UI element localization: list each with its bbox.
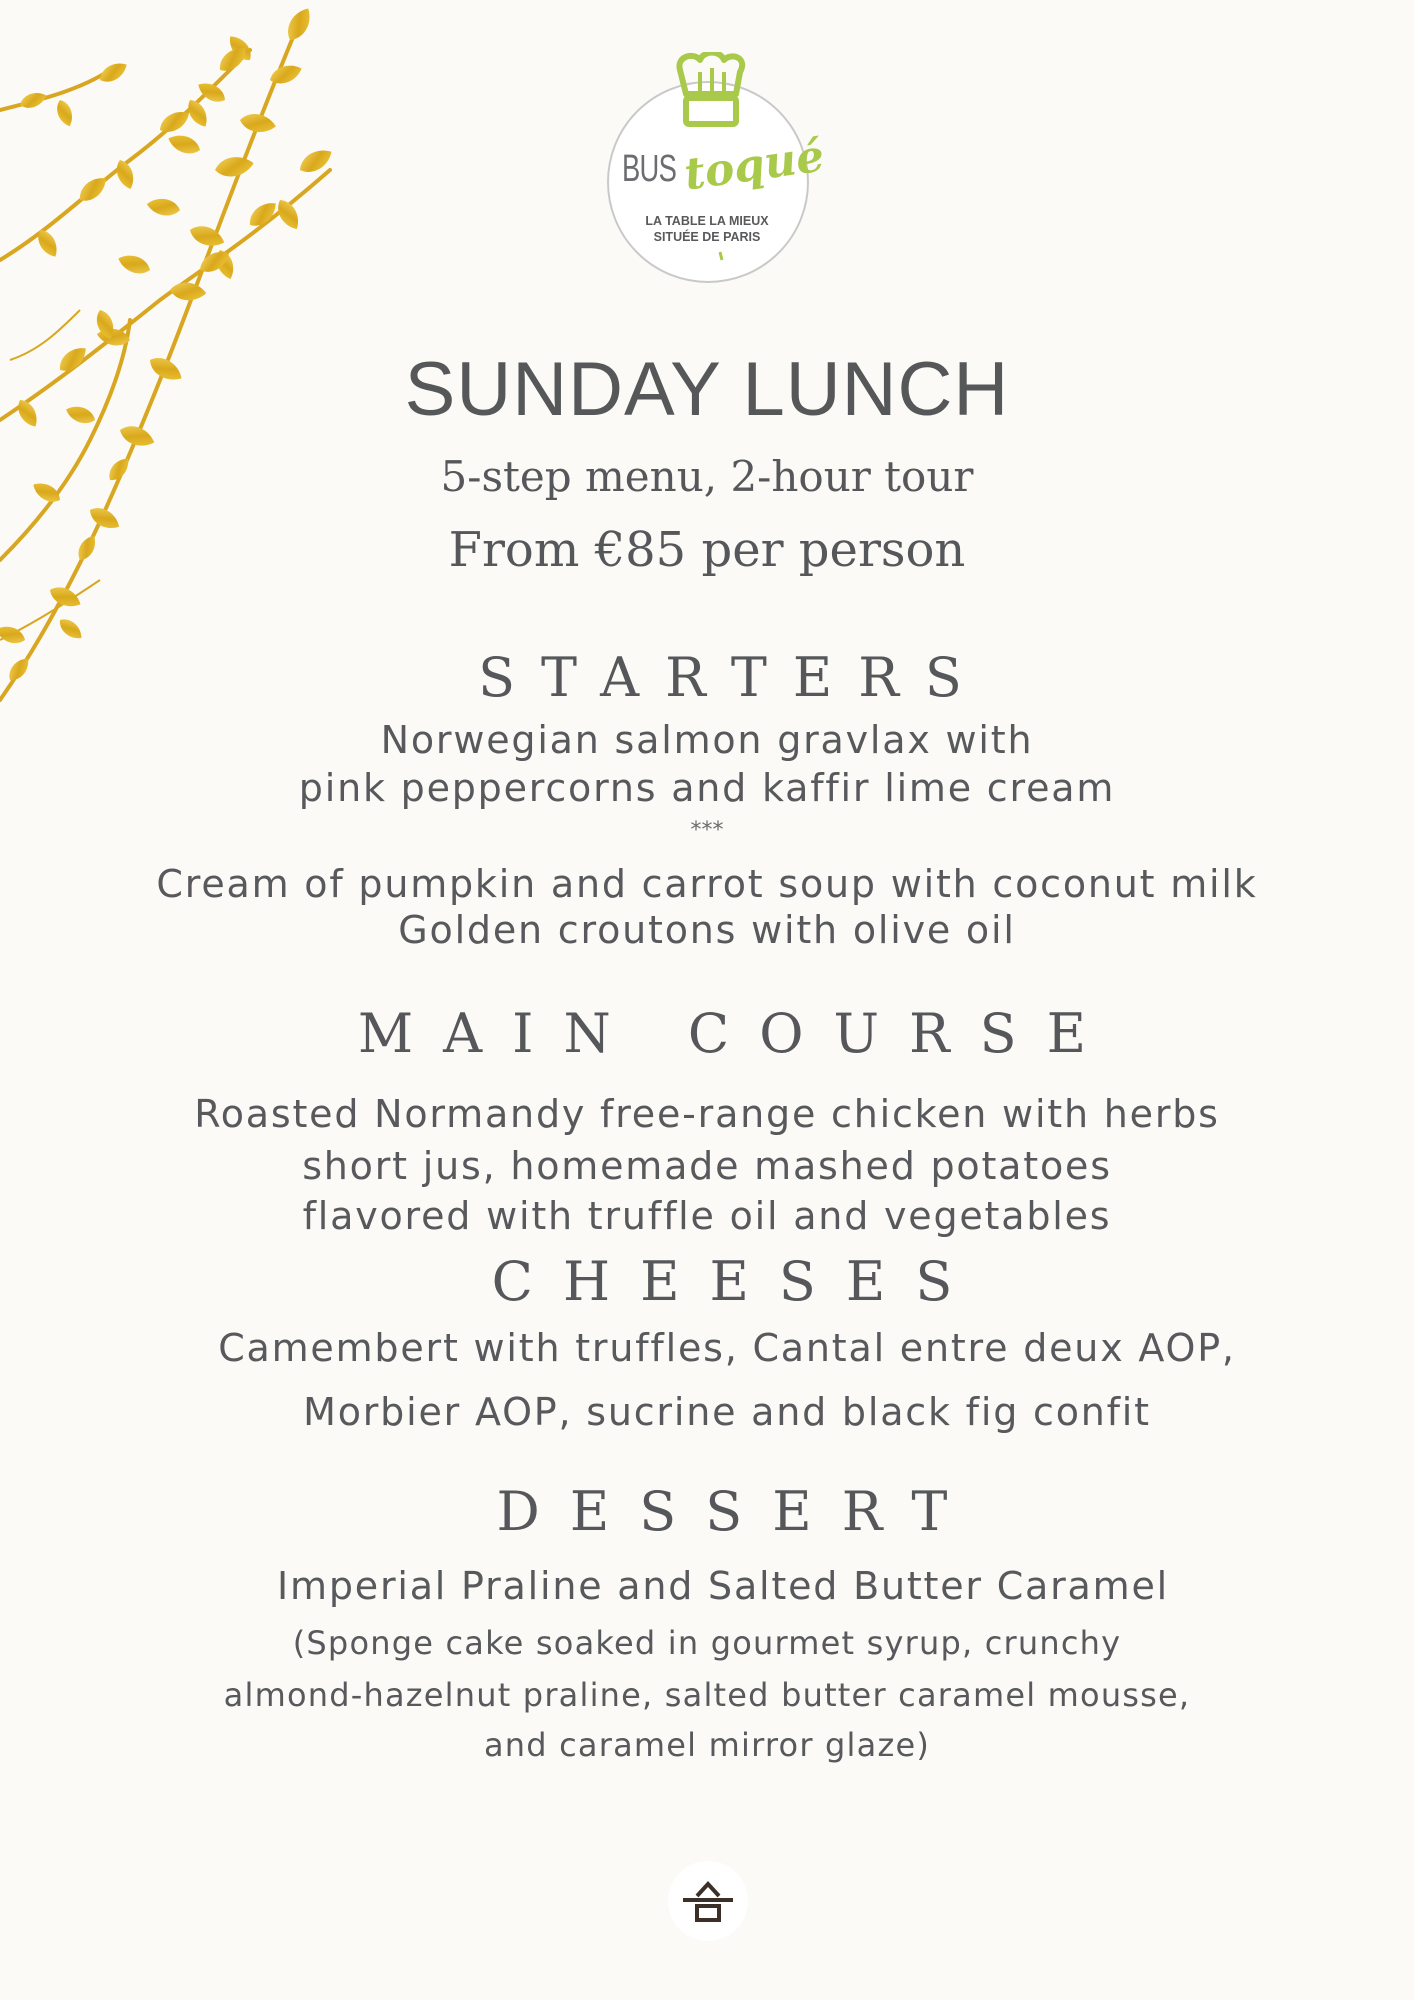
starter-line-4: Golden croutons with olive oil [398, 908, 1016, 952]
house-mark-icon [667, 1860, 749, 1942]
main-line-3: flavored with truffle oil and vegetables [302, 1194, 1112, 1238]
logo-name-toque: toqué [681, 130, 828, 201]
section-heading-starters: STARTERS [478, 646, 988, 709]
menu-subtitle-format: 5-step menu, 2-hour tour [440, 452, 974, 501]
starter-line-1: Norwegian salmon gravlax with [380, 718, 1034, 762]
logo-tagline-line1: LA TABLE LA MIEUX [645, 214, 769, 228]
dessert-line-2: (Sponge cake soaked in gourmet syrup, crunchy [292, 1624, 1122, 1662]
starter-separator: *** [690, 818, 724, 843]
menu-subtitle-price: From €85 per person [448, 522, 966, 578]
logo-tagline-line2: SITUÉE DE PARIS [653, 230, 761, 244]
cheese-line-1: Camembert with truffles, Cantal entre deux AOP, [218, 1326, 1236, 1370]
section-heading-dessert: DESSERT [496, 1480, 978, 1543]
logo-name-bus: BUS [622, 148, 677, 190]
section-heading-main-course: MAIN COURSE [357, 1002, 1117, 1065]
starter-line-2: pink peppercorns and kaffir lime cream [298, 766, 1116, 810]
starter-line-3: Cream of pumpkin and carrot soup with coconut milk [156, 862, 1258, 906]
dessert-line-1: Imperial Praline and Salted Butter Caramel [277, 1564, 1169, 1608]
cheese-line-2: Morbier AOP, sucrine and black fig confit [303, 1390, 1151, 1434]
dessert-line-4: and caramel mirror glaze) [483, 1726, 931, 1764]
main-line-1: Roasted Normandy free-range chicken with herbs [194, 1092, 1220, 1136]
menu-title: SUNDAY LUNCH [404, 347, 1010, 432]
dessert-line-3: almond-hazelnut praline, salted butter caramel mousse, [223, 1676, 1191, 1714]
section-heading-cheeses: CHEESES [491, 1250, 983, 1313]
main-line-2: short jus, homemade mashed potatoes [302, 1144, 1112, 1188]
